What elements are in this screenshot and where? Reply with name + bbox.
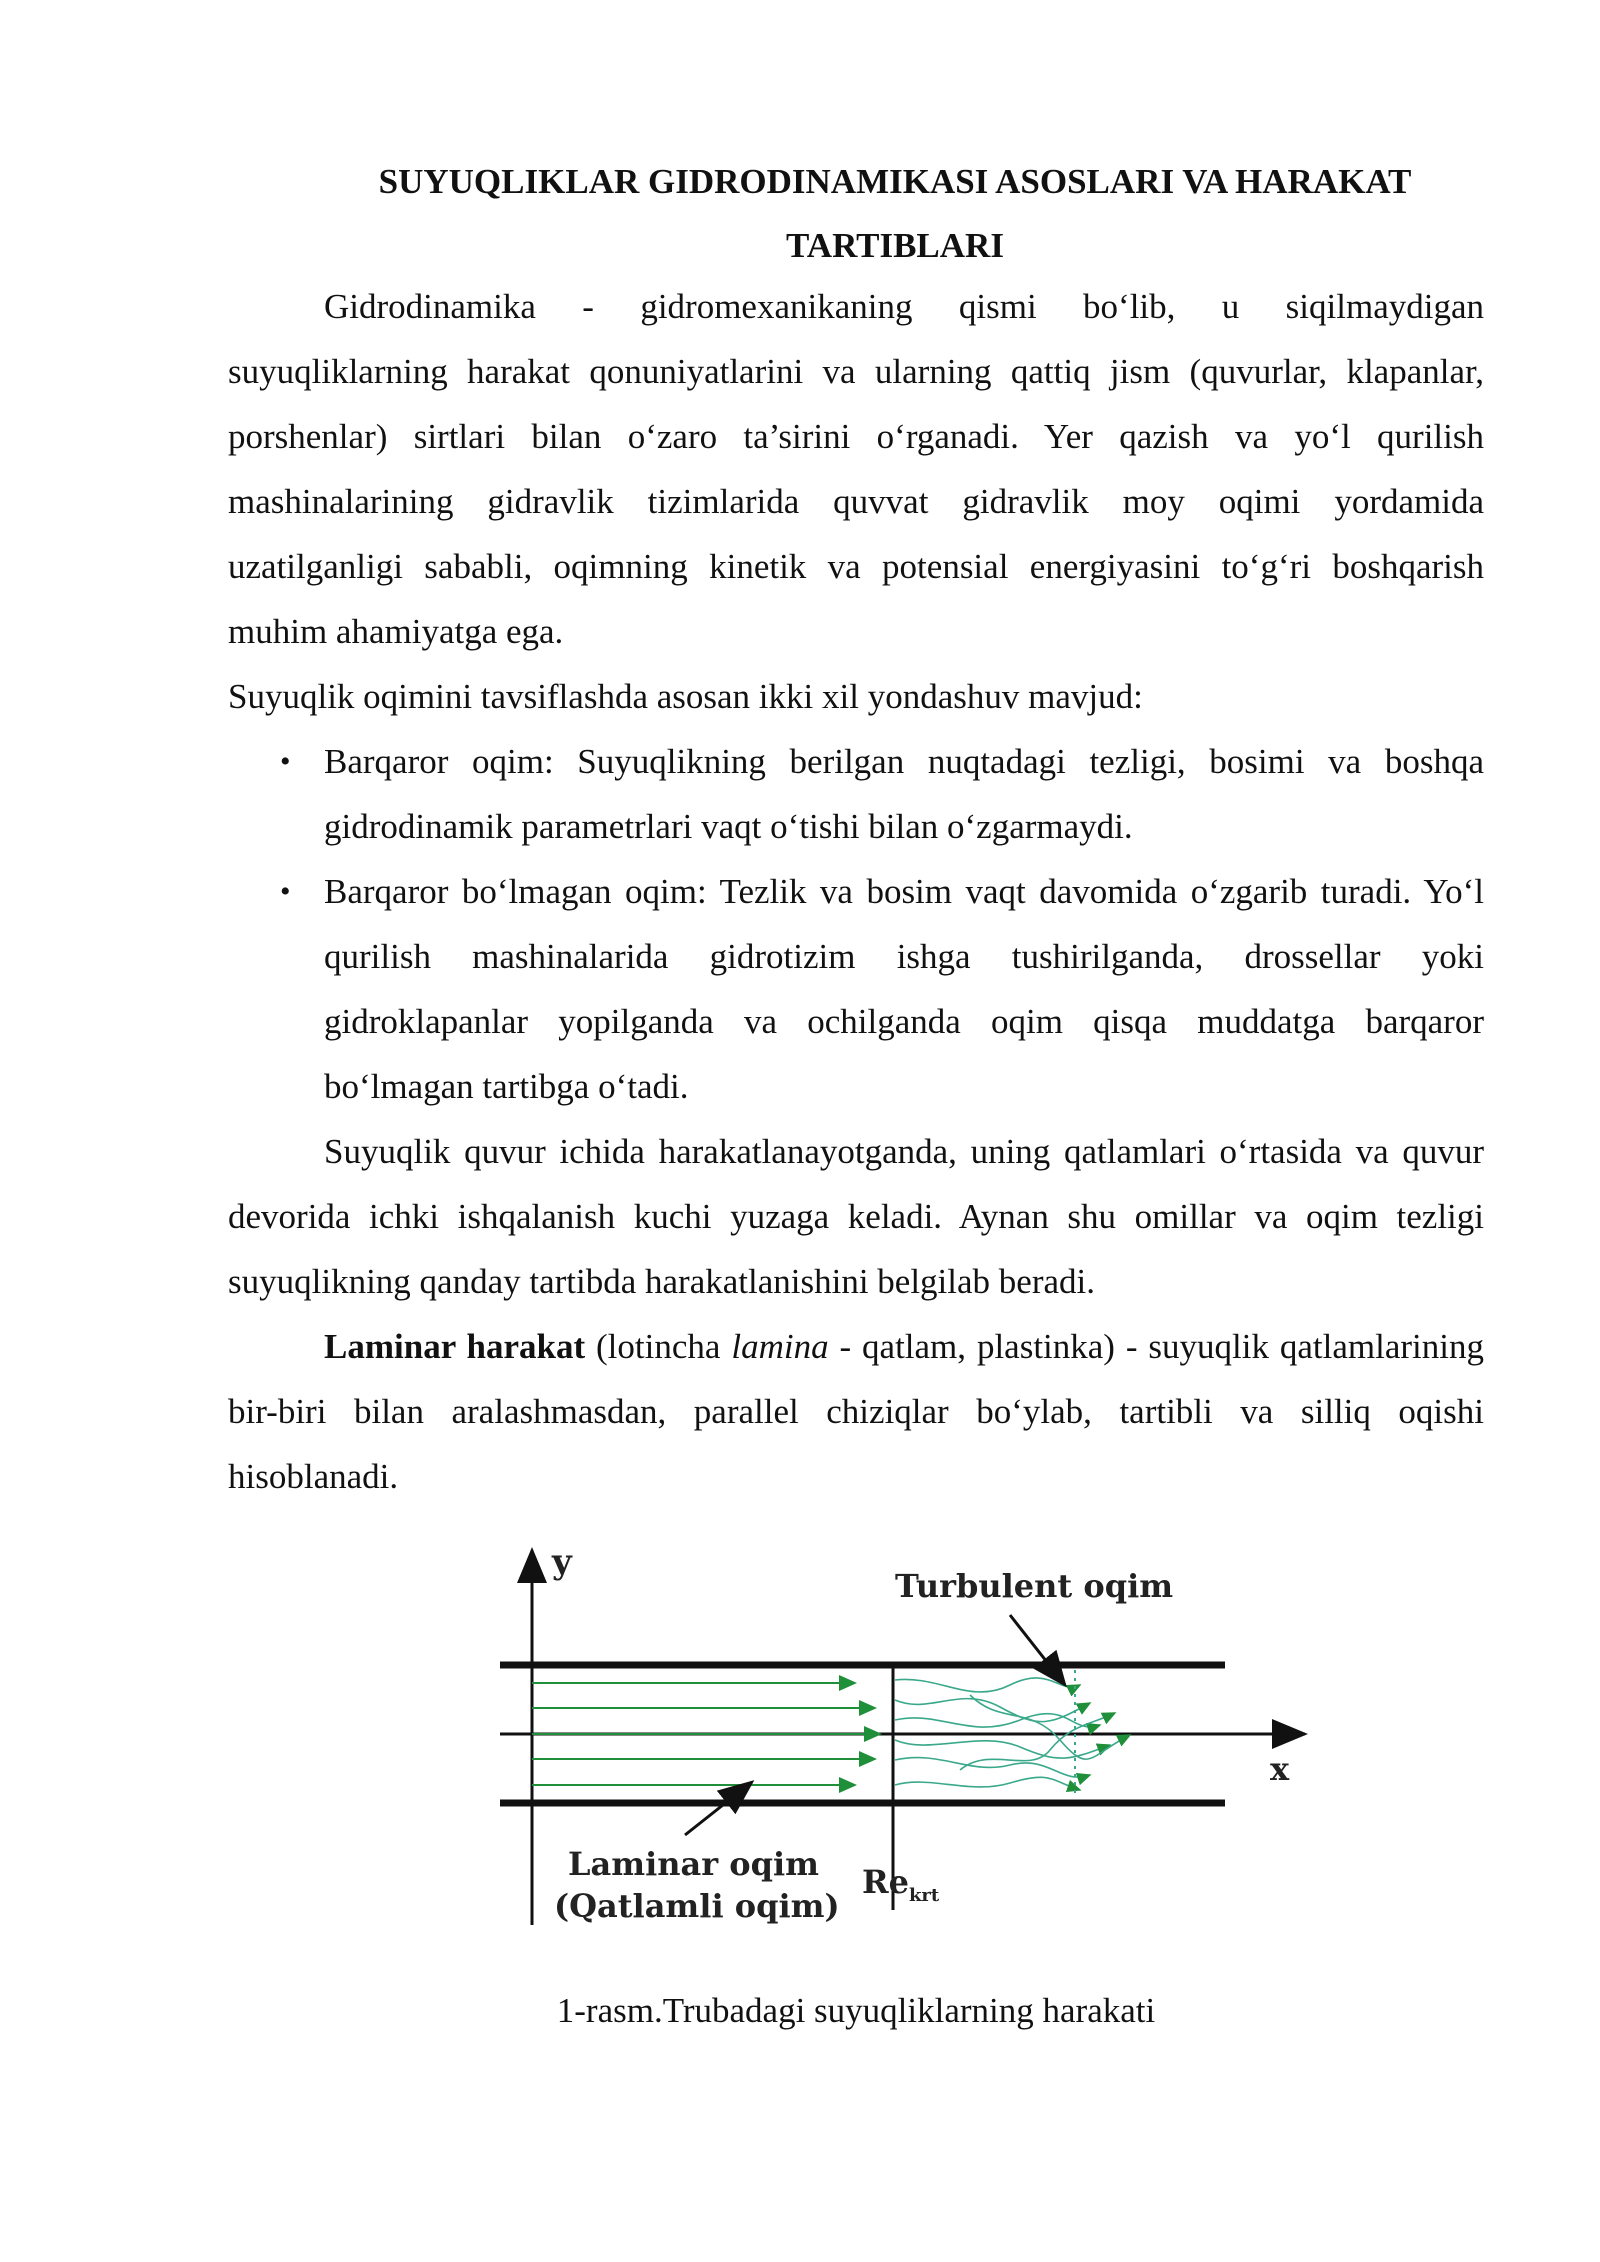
document-body (228, 274, 1484, 1509)
reynolds-label (862, 1863, 940, 1906)
list-item (228, 859, 1484, 1119)
paragraph-intro: Gidrodinamika - gidromexanikaning qismi bo‘lib, u siqilmaydigan suyuqliklarning harakat qonuniyatlarini va ularning qattiq jism (quvurlar, klapanlar, porshenlar) sirtlari bilan o‘zaro ta’sirini o‘rganadi. Yer qazish va yo‘l qurilish mashinalarining gidravlik tizimlarida quvvat gidravlik moy oqimi yordamida uzatilganligi sababli, oqimning kinetik va potensial energiyasini to‘g‘ri boshqarish muhim ahamiyatga ega. (228, 287, 1484, 651)
x-axis-label: x (1270, 1750, 1290, 1788)
lamina-term: lamina (731, 1327, 829, 1366)
laminar-pointer (685, 1782, 752, 1835)
laminar-term: Laminar harakat (324, 1327, 586, 1366)
page-title (320, 150, 1470, 278)
figure-caption: 1-rasm.Trubadagi suyuqliklarning harakati (556, 1991, 1156, 2030)
paragraph-laminar (228, 1314, 1484, 1509)
paragraph-approaches: Suyuqlik oqimini tavsiflashda asosan ikki xil yondashuv mavjud: (228, 677, 1143, 716)
reynolds-subscript: krt (908, 1885, 940, 1906)
laminar-label-line-1: Laminar oqim (568, 1845, 819, 1883)
reynolds-symbol: Re (862, 1863, 909, 1901)
list-item (228, 729, 1484, 859)
laminar-text-b: - qatlam, plastinka) - suyuqlik qatlamlarining bir-biri bilan aralashmasdan, parallel chiziqlar bo‘ylab, tartibli va silliq oqishi hisoblanadi. (228, 1327, 1484, 1496)
flow-figure (490, 1535, 1320, 1945)
page-title-line-1: SUYUQLIKLAR GIDRODINAMIKASI ASOSLARI VA HARAKAT (378, 162, 1412, 201)
bullet-text-steady: Barqaror oqim: Suyuqlikning berilgan nuqtadagi tezligi, bosimi va boshqa gidrodinamik parametrlari vaqt o‘tishi bilan o‘zgarmaydi. (324, 742, 1484, 846)
laminar-label-line-2: (Qatlamli oqim) (554, 1887, 840, 1925)
turbulent-label: Turbulent oqim (895, 1567, 1174, 1605)
bullet-list (228, 729, 1484, 1119)
y-axis-label: y (552, 1542, 572, 1582)
page-title-line-2: TARTIBLARI (786, 226, 1004, 265)
bullet-text-unsteady: Barqaror bo‘lmagan oqim: Tezlik va bosim vaqt davomida o‘zgarib turadi. Yo‘l qurilish mashinalarida gidrotizim ishga tushirilganda, drossellar yoki gidroklapanlar yopilganda va ochilganda oqim qisqa muddatga barqaror bo‘lmagan tartibga o‘tadi. (324, 872, 1484, 1106)
turbulent-pointer (1010, 1615, 1065, 1685)
laminar-text-a: (lotincha (585, 1327, 732, 1366)
laminar-stream-lines (532, 1683, 880, 1785)
bullet-dot: • (280, 875, 291, 908)
bullet-dot: • (280, 745, 291, 778)
flow-diagram (490, 1535, 1320, 1945)
paragraph-friction: Suyuqlik quvur ichida harakatlanayotganda, uning qatlamlari o‘rtasida va quvur devorida ichki ishqalanish kuchi yuzaga keladi. Aynan shu omillar va oqim tezligi suyuqlikning qanday tartibda harakatlanishini belgilab beradi. (228, 1132, 1484, 1301)
